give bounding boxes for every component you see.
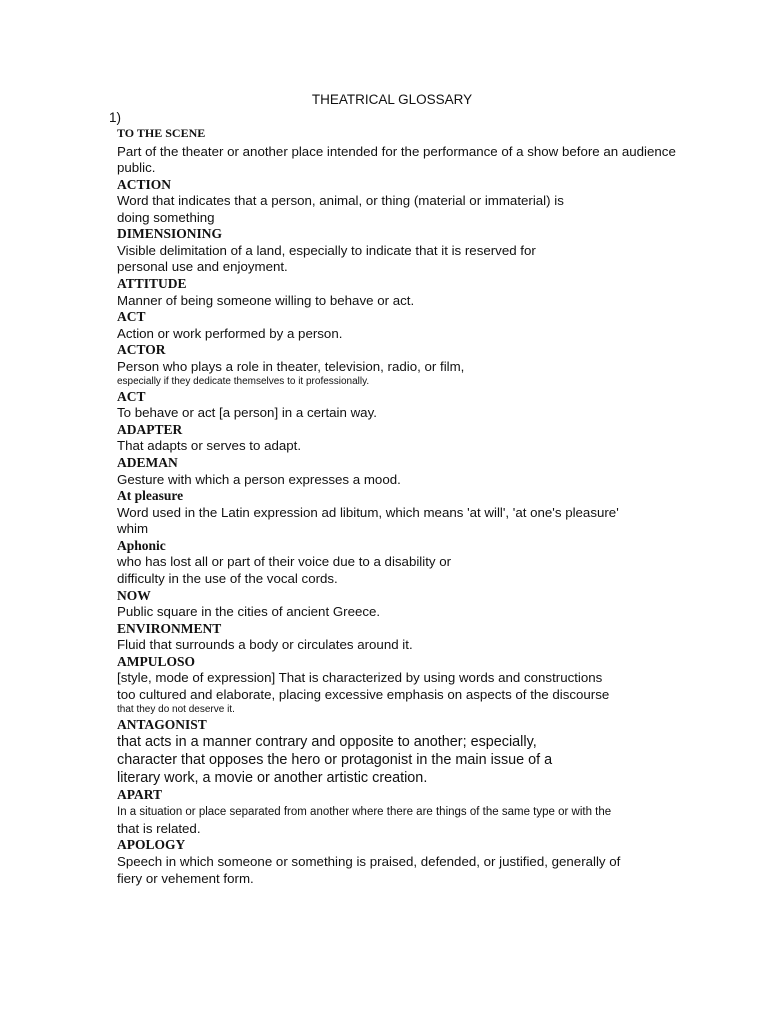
entry-definition-line: Person who plays a role in theater, television, radio, or film, — [117, 358, 465, 374]
entry-term: ADAPTER — [117, 421, 183, 437]
entry-definition-line: fiery or vehement form. — [117, 870, 254, 886]
glossary-entry — [117, 488, 697, 538]
entry-definition-line: character that opposes the hero or protagonist in the main issue of a — [117, 752, 553, 769]
document-title: THEATRICAL GLOSSARY — [311, 92, 473, 107]
entry-term: TO THE SCENE — [117, 126, 206, 140]
glossary-entry — [117, 588, 697, 621]
entry-term: ENVIRONMENT — [117, 620, 222, 636]
entry-definition-line: In a situation or place separated from another where there are things of the same type or with the — [117, 805, 612, 818]
entry-definition-line: especially if they dedicate themselves to it professionally. — [117, 376, 370, 388]
entry-definition-line: Manner of being someone willing to behave or act. — [117, 292, 415, 308]
entry-term: NOW — [117, 587, 151, 603]
entry-term: ATTITUDE — [117, 276, 187, 292]
glossary-entry — [117, 226, 697, 276]
entry-definition-line: that acts in a manner contrary and opposite to another; especially, — [117, 734, 537, 751]
entry-term: APOLOGY — [117, 837, 186, 853]
glossary-entry — [117, 787, 697, 837]
entry-definition-line: personal use and enjoyment. — [117, 259, 288, 275]
section-number: 1) — [109, 110, 122, 125]
entry-term: AMPULOSO — [117, 653, 196, 669]
entry-definition-line: Public square in the cities of ancient Greece. — [117, 604, 381, 619]
entry-definition-line: Word that indicates that a person, animal, or thing (material or immaterial) is — [117, 193, 564, 209]
entry-definition-line: too cultured and elaborate, placing excessive emphasis on aspects of the discourse — [117, 686, 610, 702]
glossary-entry — [117, 342, 697, 389]
entry-term: ACT — [117, 388, 146, 404]
entry-definition-line: To behave or act [a person] in a certain way. — [117, 405, 377, 421]
glossary-entry — [117, 389, 697, 422]
glossary-entry — [117, 177, 697, 227]
glossary-entry — [117, 455, 697, 488]
glossary-entry — [117, 538, 697, 588]
entry-definition-line: Action or work performed by a person. — [117, 325, 343, 341]
entry-definition-line: Part of the theater or another place intended for the performance of a show before an audience — [117, 143, 676, 159]
entry-definition-line: that is related. — [117, 820, 201, 836]
entry-definition-line: Gesture with which a person expresses a mood. — [117, 471, 401, 487]
glossary-entry — [117, 717, 697, 788]
entry-term: DIMENSIONING — [117, 226, 223, 242]
entry-term: Aphonic — [117, 537, 166, 553]
entry-definition-line: Visible delimitation of a land, especially to indicate that it is reserved for — [117, 242, 536, 258]
glossary-entry — [117, 125, 697, 177]
entry-term: ANTAGONIST — [117, 716, 207, 732]
glossary-entry — [117, 309, 697, 342]
entry-definition-line: [style, mode of expression] That is characterized by using words and constructions — [117, 670, 603, 686]
entry-definition-line: Speech in which someone or something is praised, defended, or justified, generally of — [117, 853, 621, 869]
glossary-entry — [117, 276, 697, 309]
glossary-entry — [117, 422, 697, 455]
entry-definition-line: whim — [117, 521, 149, 537]
entry-term: ADEMAN — [117, 455, 178, 471]
entry-definition-line: Fluid that surrounds a body or circulates around it. — [117, 637, 413, 653]
glossary-list — [117, 125, 697, 887]
entry-definition-line: doing something — [117, 209, 215, 225]
entry-definition-line: literary work, a movie or another artistic creation. — [117, 770, 428, 787]
glossary-entry — [117, 654, 697, 717]
entry-term: ACTOR — [117, 342, 166, 358]
entry-term: APART — [117, 787, 163, 803]
entry-definition-line: That adapts or serves to adapt. — [117, 438, 302, 454]
entry-term: ACT — [117, 309, 146, 325]
entry-definition-line: Word used in the Latin expression ad libitum, which means 'at will', 'at one's pleasure' — [117, 504, 619, 520]
entry-definition-line: public. — [117, 160, 156, 176]
entry-definition-line: who has lost all or part of their voice due to a disability or — [117, 554, 452, 570]
entry-definition-line: that they do not deserve it. — [117, 704, 235, 716]
entry-term: ACTION — [117, 176, 172, 192]
glossary-entry — [117, 837, 697, 887]
glossary-entry — [117, 621, 697, 654]
entry-term: At pleasure — [117, 488, 184, 504]
entry-definition-line: difficulty in the use of the vocal cords. — [117, 570, 338, 586]
